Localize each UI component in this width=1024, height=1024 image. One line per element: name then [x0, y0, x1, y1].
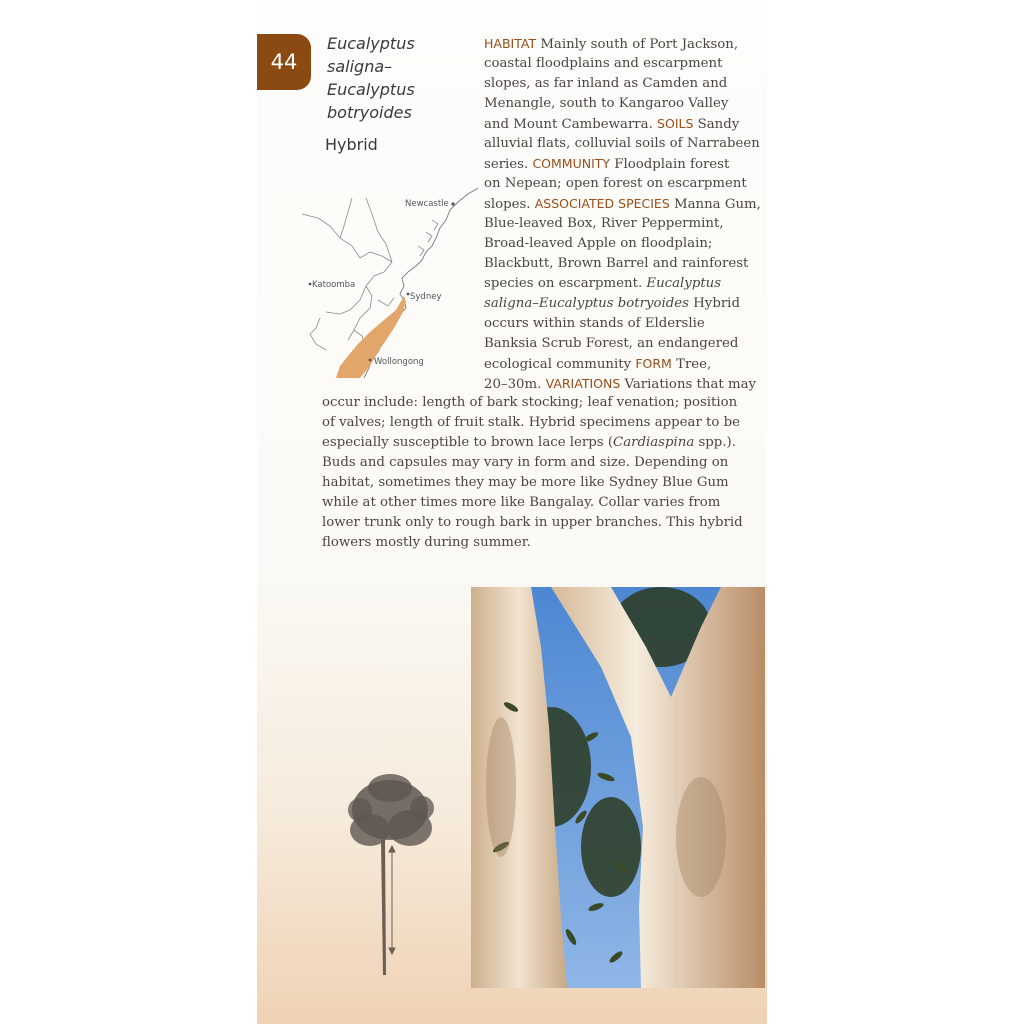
text-line: [484, 274, 766, 294]
text-line: [484, 174, 766, 194]
page-number-badge: [257, 34, 311, 90]
body-text-run: Floodplain forest: [610, 157, 730, 172]
title-line: Eucalyptus: [327, 34, 415, 53]
map-dot: [451, 202, 454, 205]
text-line: [484, 114, 766, 134]
tree-silhouette-icon: [340, 770, 440, 980]
text-line: [484, 234, 766, 254]
body-text-run: especially susceptible to brown lace lerps (: [322, 435, 614, 450]
body-text-run: flowers mostly during summer.: [322, 535, 531, 550]
text-line: [484, 94, 766, 114]
river-line: [310, 318, 326, 350]
body-text-run: while at other times more like Bangalay. Collar varies from: [322, 495, 721, 510]
distribution-map: [300, 180, 485, 380]
text-line: [484, 314, 766, 334]
body-text-run: Menangle, south to Kangaroo Valley: [484, 96, 729, 111]
body-text-run: occur include: length of bark stocking; leaf venation; position: [322, 395, 738, 410]
bark-photo: [471, 587, 765, 988]
section-heading: VARIATIONS: [545, 376, 621, 391]
river-line: [302, 214, 392, 262]
body-text-run: habitat, sometimes they may be more like Sydney Blue Gum: [322, 475, 729, 490]
text-line: [484, 134, 766, 154]
body-text-run: Broad-leaved Apple on floodplain;: [484, 236, 713, 251]
species-subtitle: Hybrid: [325, 135, 378, 154]
body-text-run: Blackbutt, Brown Barrel and rainforest: [484, 256, 749, 271]
species-name-italic: saligna–Eucalyptus botryoides: [484, 296, 689, 311]
text-line: [484, 294, 766, 314]
map-dot: [309, 283, 312, 286]
species-name-italic: Cardiaspina: [613, 435, 695, 450]
body-text-run: Buds and capsules may vary in form and size. Depending on: [322, 455, 729, 470]
page-number: 44: [270, 50, 298, 74]
text-line: [484, 354, 766, 374]
description-column-1: [484, 34, 766, 394]
text-line: [322, 513, 767, 533]
height-arrow-icon: [389, 846, 395, 954]
body-text-run: alluvial flats, colluvial soils of Narrabeen: [484, 136, 760, 151]
coastline: [364, 188, 478, 378]
body-text-run: Hybrid: [688, 296, 740, 311]
body-text-run: Tree,: [671, 357, 712, 372]
text-line: [484, 334, 766, 354]
body-text-run: series.: [484, 157, 533, 172]
body-text-run: of valves; length of fruit stalk. Hybrid specimens appear to be: [322, 415, 741, 430]
section-heading: COMMUNITY: [532, 156, 611, 171]
body-text-run: coastal floodplains and escarpment: [484, 56, 723, 71]
species-title: [327, 32, 467, 124]
section-heading: HABITAT: [484, 36, 537, 51]
title-line: botryoides: [327, 103, 412, 122]
body-text-run: slopes, as far inland as Camden and: [484, 76, 728, 91]
description-column-2: [322, 393, 767, 553]
river-line: [340, 198, 352, 238]
text-line: [322, 533, 767, 553]
body-text-run: Sandy: [693, 117, 740, 132]
body-text-run: and Mount Cambewarra.: [484, 117, 658, 132]
body-text-run: slopes.: [484, 197, 535, 212]
body-text-run: Variations that may: [620, 377, 757, 392]
river-line: [378, 298, 394, 306]
map-dot: [407, 293, 410, 296]
body-text-run: occurs within stands of Elderslie: [484, 316, 705, 331]
body-text-run: Manna Gum,: [669, 197, 761, 212]
body-text-run: Blue-leaved Box, River Peppermint,: [484, 216, 724, 231]
text-line: [484, 74, 766, 94]
text-line: [484, 34, 766, 54]
map-dot: [369, 359, 372, 362]
text-line: [484, 254, 766, 274]
text-line: [322, 393, 767, 413]
body-text-run: on Nepean; open forest on escarpment: [484, 176, 747, 191]
body-text-run: lower trunk only to rough bark in upper branches. This hybrid: [322, 515, 743, 530]
text-line: [484, 194, 766, 214]
section-heading: FORM: [635, 356, 672, 371]
body-text-run: ecological community: [484, 357, 636, 372]
text-line: [484, 374, 766, 394]
text-line: [322, 493, 767, 513]
text-line: [322, 473, 767, 493]
map-label-katoomba: Katoomba: [312, 280, 356, 290]
section-heading: SOILS: [657, 116, 694, 131]
body-text-run: spp.).: [694, 435, 736, 450]
title-line: saligna–: [327, 57, 393, 76]
text-line: [322, 453, 767, 473]
text-line: [322, 433, 767, 453]
body-text-run: 20–30m.: [484, 377, 546, 392]
species-name-italic: Eucalyptus: [646, 276, 722, 291]
text-line: [484, 54, 766, 74]
river-line: [348, 286, 372, 340]
body-text-run: Banksia Scrub Forest, an endangered: [484, 336, 739, 351]
text-line: [484, 154, 766, 174]
section-heading: ASSOCIATED SPECIES: [534, 196, 670, 211]
text-line: [484, 214, 766, 234]
map-label-newcastle: Newcastle: [405, 199, 449, 209]
body-text-run: Mainly south of Port Jackson,: [536, 37, 739, 52]
map-label-sydney: Sydney: [410, 292, 442, 302]
title-line: Eucalyptus: [327, 80, 415, 99]
map-label-wollongong: Wollongong: [374, 357, 424, 367]
text-line: [322, 413, 767, 433]
body-text-run: species on escarpment.: [484, 276, 647, 291]
